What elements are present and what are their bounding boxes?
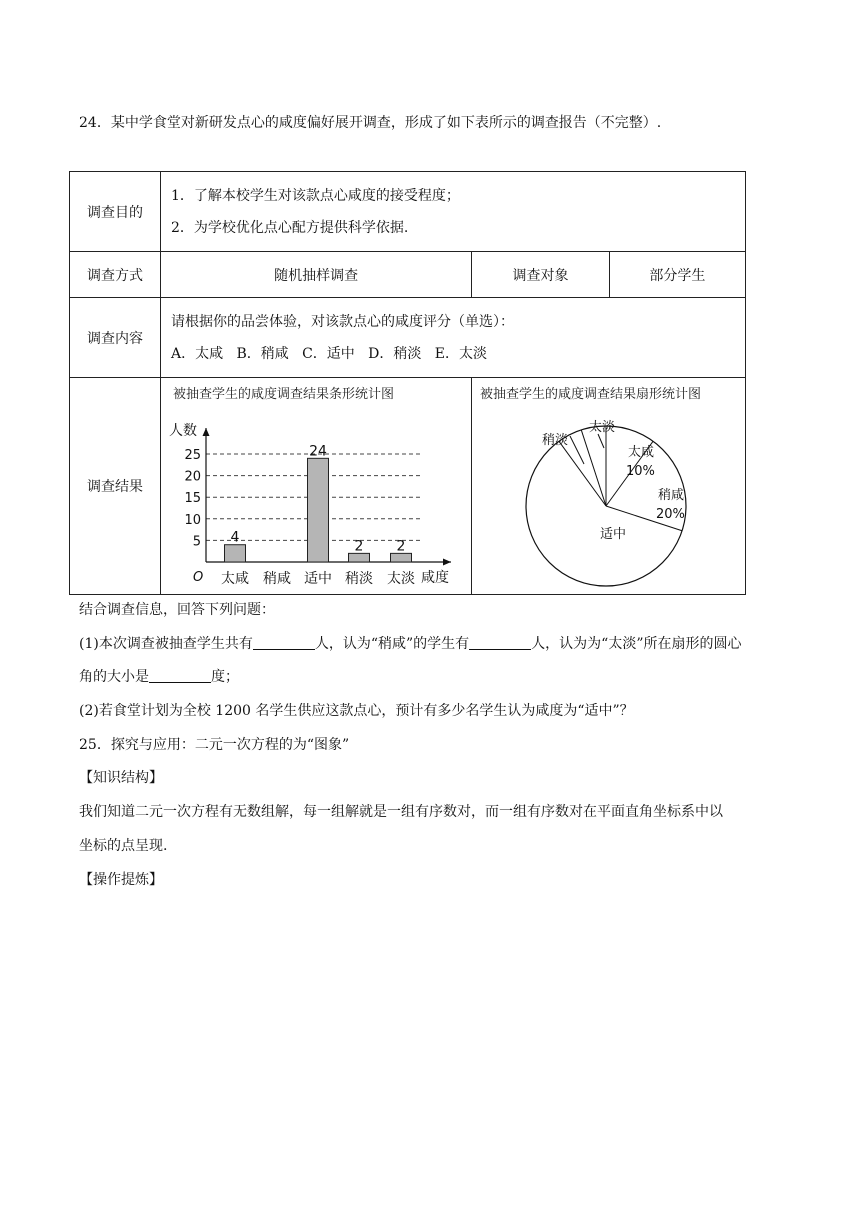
y-tick-label: 15 [184,491,201,507]
y-axis-arrow [203,428,210,436]
pie-slice-percent: 10% [626,464,656,479]
questions-lead: 结合调查信息，回答下列问题： [79,602,275,618]
bar [391,553,412,562]
pie-chart-title: 被抽查学生的咸度调查结果扇形统计图 [480,387,702,402]
x-axis-label: 咸度 [421,570,449,586]
bar [225,545,246,562]
x-tick-label: 适中 [304,571,332,587]
x-tick-label: 稍淡 [345,571,373,587]
q24-intro: 24．某中学食堂对新研发点心的咸度偏好展开调查，形成了如下表所示的调查报告（不完整）. [79,115,662,131]
q1-part-a: (1)本次调查被抽查学生共有 [79,636,253,652]
pie-slice-label: 稍咸 [658,488,685,503]
y-axis-label: 人数 [169,423,197,439]
x-tick-label: 稍咸 [263,571,291,587]
content-options: A．太咸 B．稍咸 C．适中 D．稍淡 E．太淡 [171,345,487,362]
object-value: 部分学生 [609,252,745,298]
answer-blank-total[interactable] [253,635,315,650]
purpose-label: 调查目的 [70,172,161,252]
bar [349,553,370,562]
q1-part-b: 人，认为“稍咸”的学生有 [314,636,470,652]
q25-section-operation: 【操作提炼】 [79,872,163,888]
content-prompt: 请根据你的品尝体验，对该款点心的咸度评分（单选）： [171,313,514,330]
bar-chart-title: 被抽查学生的咸度调查结果条形统计图 [173,387,395,402]
pie-slice-label: 太咸 [628,445,655,460]
pie-chart [472,378,740,590]
answer-blank-slightly-salty[interactable] [469,635,531,650]
question-1-line-1 [79,634,742,654]
y-tick-label: 20 [184,469,201,485]
bar-value-label: 4 [230,529,240,546]
pie-slice-label: 稍淡 [542,433,569,448]
pie-slice-boundary [559,441,606,506]
method-value: 随机抽样调查 [161,252,472,298]
survey-report-table [69,171,746,595]
content-label: 调查内容 [70,298,161,378]
q25-body-line-1: 我们知道二元一次方程有无数组解，每一组解就是一组有序数对，而一组有序数对在平面直角坐标系中以 [79,804,723,820]
pie-slice-label: 适中 [600,527,627,542]
pie-leader-line [598,434,604,448]
q25-section-knowledge: 【知识结构】 [79,770,163,786]
answer-blank-angle[interactable] [149,668,211,683]
x-tick-label: 太咸 [221,571,249,587]
method-label: 调查方式 [70,252,161,298]
y-tick-label: 25 [184,448,201,463]
purpose-item-2: 2．为学校优化点心配方提供科学依据. [171,219,409,236]
origin-label: O [193,570,204,585]
purpose-item-1: 1．了解本校学生对该款点心咸度的接受程度； [171,187,460,204]
q1-part-c: 人，认为为“太淡”所在扇形的圆心 [531,636,742,652]
pie-slice-label: 太淡 [589,420,616,435]
pie-slice-boundary [582,430,607,506]
object-label: 调查对象 [472,252,609,298]
y-tick-label: 10 [184,512,201,528]
x-axis-arrow [443,559,451,566]
purpose-cell [161,172,746,252]
x-tick-label: 太淡 [387,571,415,587]
result-label: 调查结果 [70,378,161,595]
bar-value-label: 2 [396,538,406,555]
bar-chart-cell [161,378,472,595]
q1-part-e: 度； [211,669,239,685]
q1-part-d: 角的大小是 [79,669,149,685]
bar-chart [161,378,466,590]
bar-value-label: 24 [309,443,327,460]
y-tick-label: 5 [192,534,201,550]
question-2: (2)若食堂计划为全校 1200 名学生供应这款点心，预计有多少名学生认为咸度为“适中”？ [79,703,634,719]
q25-title: 25．探究与应用：二元一次方程的为“图象” [79,737,350,753]
pie-chart-cell [472,378,746,595]
q25-body-line-2: 坐标的点呈现. [79,838,168,854]
bar [308,458,329,562]
bar-value-label: 2 [354,538,364,555]
question-1-line-2 [79,667,239,687]
pie-slice-percent: 20% [656,507,686,522]
content-cell [161,298,746,378]
